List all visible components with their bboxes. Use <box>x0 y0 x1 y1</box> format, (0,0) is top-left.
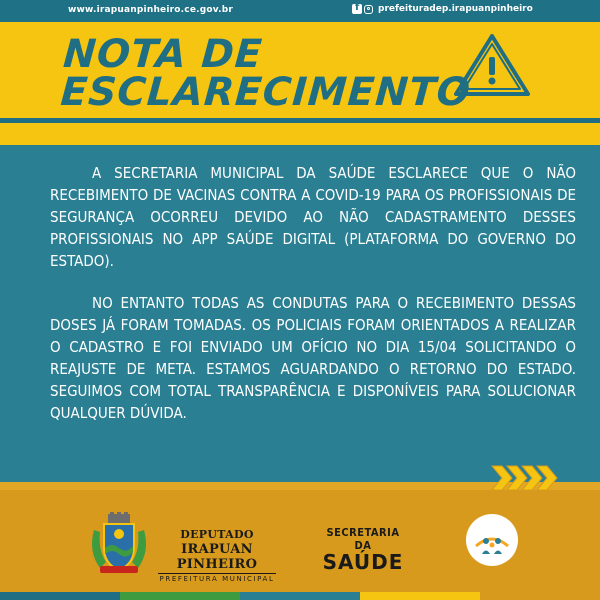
bar-segment <box>480 592 600 600</box>
deputado-line-2: IRAPUAN PINHEIRO <box>176 542 258 572</box>
note-body <box>50 162 576 444</box>
bar-segment <box>240 592 360 600</box>
bottom-color-bar <box>0 592 600 600</box>
secretaria-line-2: SAÚDE <box>322 550 404 574</box>
paragraph-1: A SECRETARIA MUNICIPAL DA SAÚDE ESCLARECE QUE O NÃO RECEBIMENTO DE VACINAS CONTRA A COVID-19 PARA OS PROFISSIONAIS DE SEGURANÇA OCORREU DEVIDO AO NÃO CADASTRAMENTO DESSES PROFISSIONAIS NO APP SAÚDE DIGITAL (PLATAFORMA DO GOVERNO DO ESTADO). <box>50 164 576 270</box>
instagram-icon[interactable] <box>364 5 373 14</box>
deputado-line-3: PREFEITURA MUNICIPAL <box>159 575 275 583</box>
bar-segment <box>0 592 120 600</box>
warning-icon <box>450 30 534 100</box>
municipal-crest-logo <box>86 512 152 576</box>
chevrons-right-icon <box>490 463 560 493</box>
website-url[interactable]: www.irapuanpinheiro.ce.gov.br <box>68 5 234 15</box>
paragraph-2: NO ENTANTO TODAS AS CONDUTAS PARA O RECEBIMENTO DESSAS DOSES JÁ FORAM TOMADAS. OS POLICIAIS FORAM ORIENTADOS A REALIZAR O CADASTRO E FOI ENVIADO UM OFÍCIO NO DIA 15/04 SOLICITANDO O REAJUSTE DE META. ESTAMOS AGUARDANDO O RETORNO DO ESTADO. SEGUIMOS COM TOTAL TRANSPARÊNCIA E DISPONÍVEIS PARA SOLUCIONAR QUALQUER DÚVIDA. <box>50 294 576 422</box>
title-line-2: ESCLARECIMENTO <box>59 70 473 115</box>
divider-stripe <box>0 123 600 145</box>
bar-segment <box>360 592 480 600</box>
title-line-1: NOTA DE <box>61 32 265 77</box>
deputado-line-1: DEPUTADO <box>180 528 254 541</box>
deputado-logo <box>158 528 276 583</box>
secretaria-saude-logo <box>318 526 408 574</box>
secretaria-line-1: SECRETARIA DA <box>326 526 400 552</box>
facebook-icon[interactable] <box>352 4 362 14</box>
family-icon <box>466 514 518 566</box>
social-handle: prefeituradep.irapuanpinheiro <box>378 4 533 14</box>
page-title <box>59 32 474 115</box>
bar-segment <box>120 592 240 600</box>
social-links[interactable] <box>352 4 533 14</box>
health-program-logo <box>466 514 518 566</box>
